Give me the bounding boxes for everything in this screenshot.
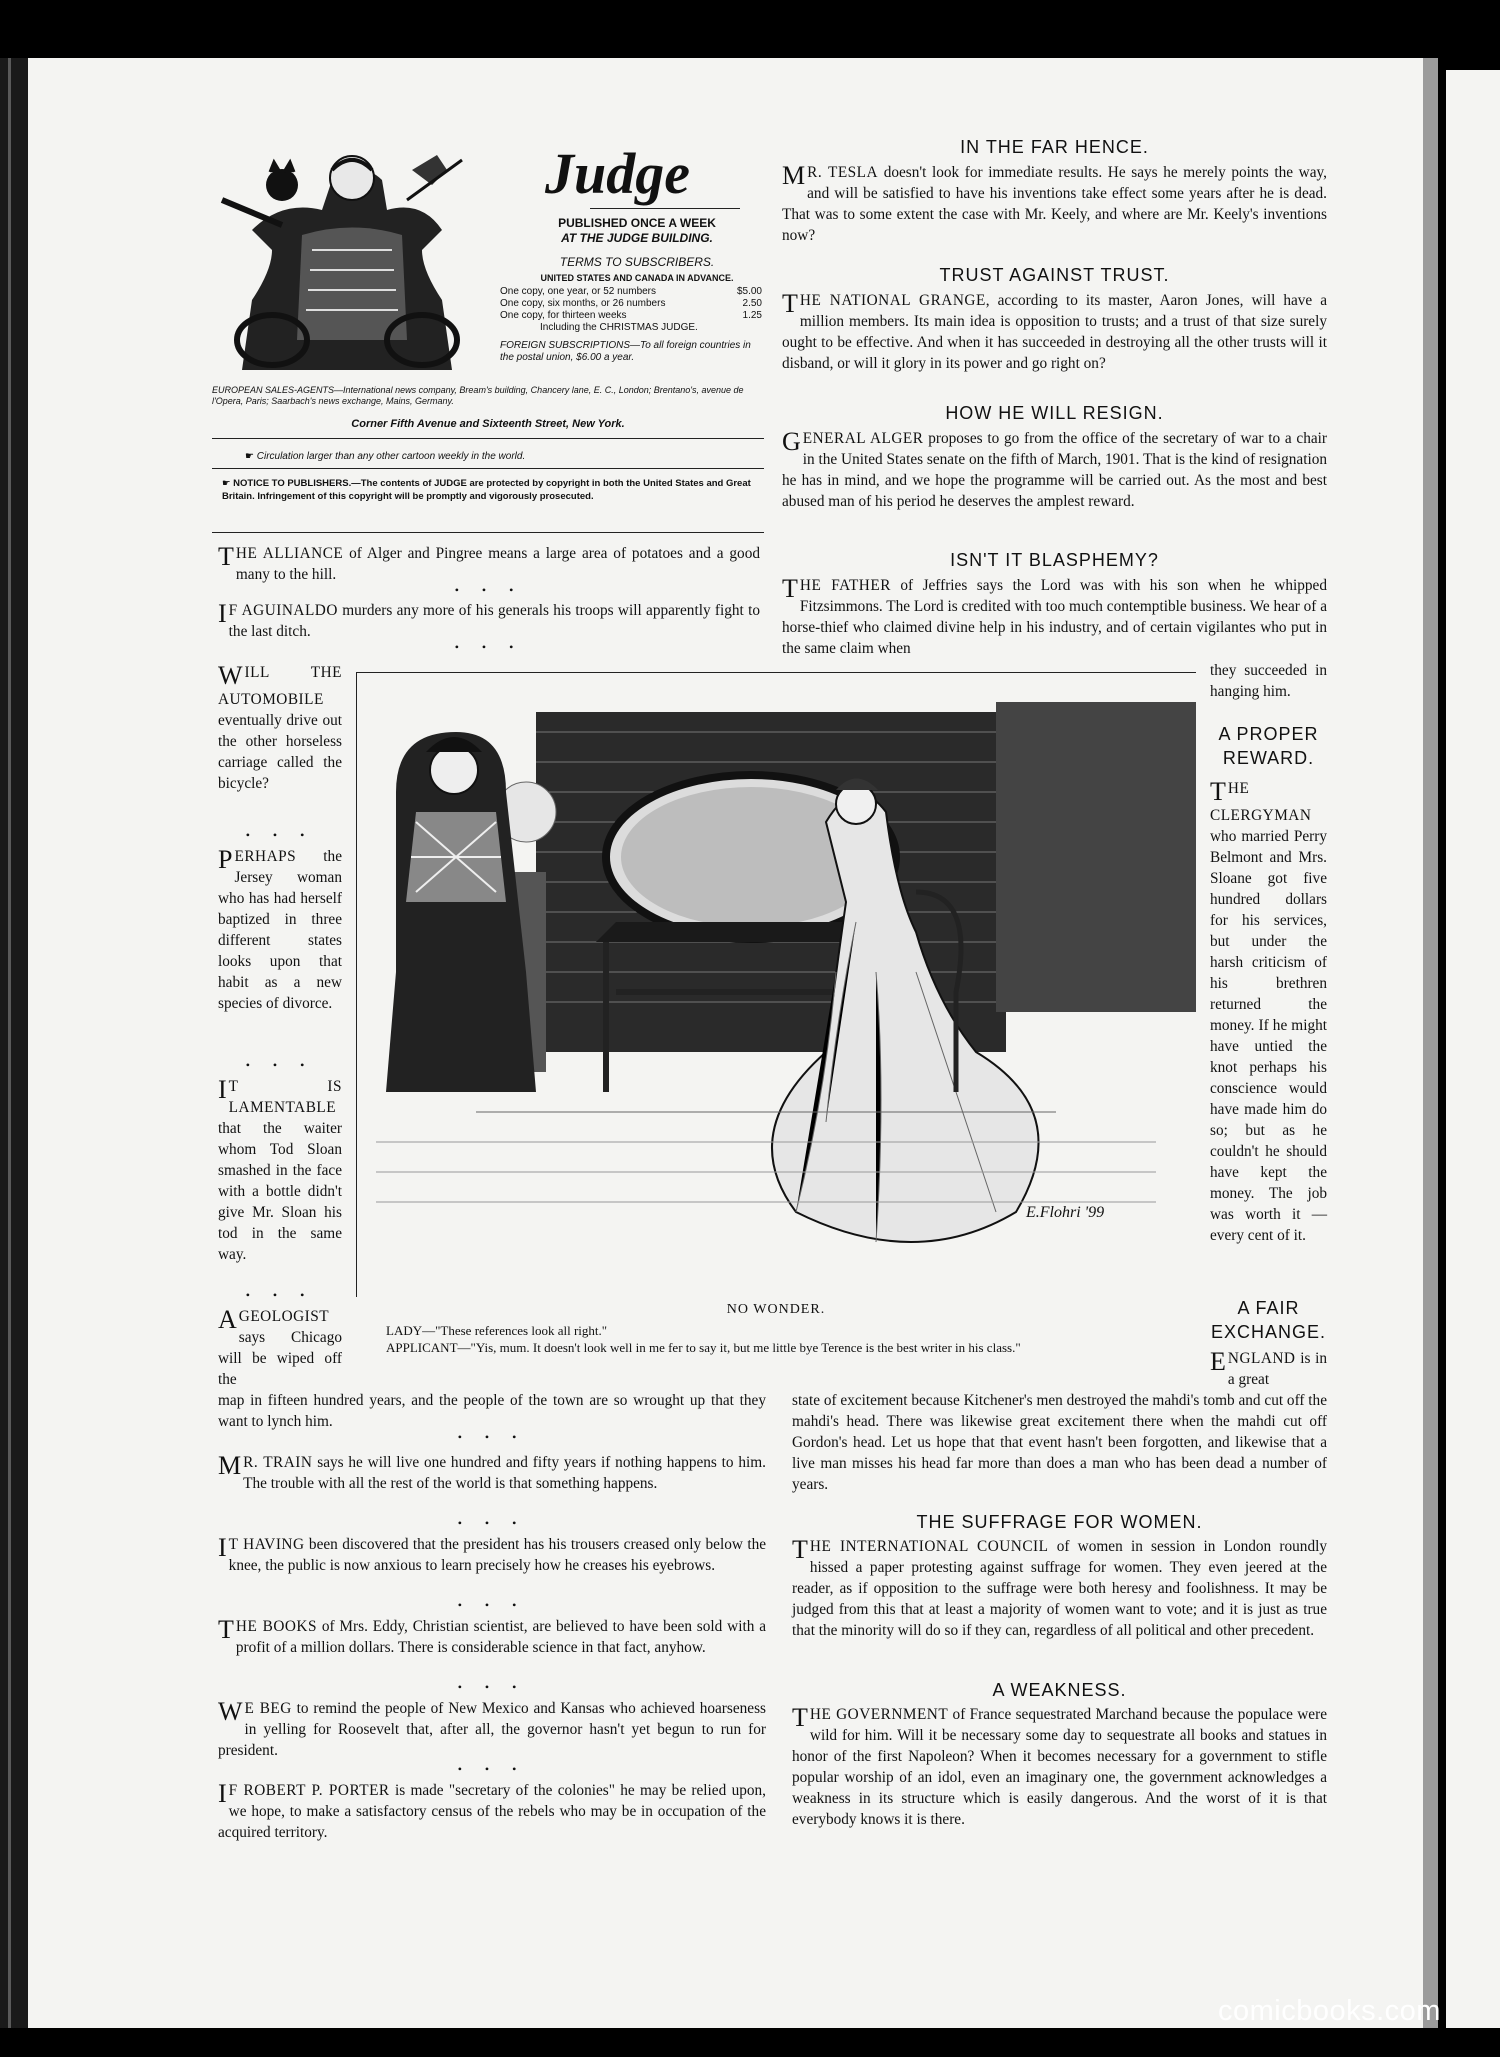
masthead-building: AT THE JUDGE BUILDING.: [561, 231, 713, 245]
separator-dots: • • •: [457, 1762, 527, 1776]
heading-resign: HOW HE WILL RESIGN.: [945, 403, 1164, 423]
cartoon-signature: E.Flohri '99: [1026, 1204, 1105, 1221]
left-item-roosevelt: W E BEG to remind the people of New Mexico and Kansas who achieved hoarseness in yelling for Roosevelt that, after all, the governor hasn't yet begun to run for president.: [218, 1697, 766, 1759]
article-far-hence: M R. TESLA doesn't look for immediate results. He says he merely points the way, and will be satisfied to have his inventions take effect some years after he is dead. That was to some extent the case with Mr. Keely, and where are Mr. Keely's inventions now?: [782, 161, 1327, 244]
separator-dots: • • •: [457, 1680, 527, 1694]
rate-row: One copy, for thirteen weeks 1.25: [500, 310, 762, 321]
left-item-aguinaldo: I F AGUINALDO murders any more of his generals his troops will apparently fight to the last ditch.: [218, 599, 760, 640]
separator-dots: • • •: [457, 1430, 527, 1444]
left-item-alliance: THE ALLIANCE of Alger and Pingree means a large area of potatoes and a good many to the hill.: [218, 542, 760, 583]
masthead-published: PUBLISHED ONCE A WEEK: [558, 216, 716, 230]
masthead-logo: Judge: [545, 141, 690, 206]
narrow-item-lamentable: I T IS LAMENTABLE that the waiter whom Tod Sloan smashed in the face with a bottle didn't give Mr. Sloan his tod in the same way.: [218, 1075, 342, 1263]
masthead-terms-sub: UNITED STATES AND CANADA IN ADVANCE.: [540, 273, 734, 283]
caption-line-lady: LADY—"These references look all right.": [386, 1323, 608, 1338]
rate-row: One copy, one year, or 52 numbers $5.00: [500, 286, 762, 297]
cartoon-caption: [386, 1322, 1196, 1356]
cartoon-title: NO WONDER.: [726, 1302, 826, 1317]
separator-dots: • • •: [457, 1598, 527, 1612]
separator-dots: • • •: [454, 640, 524, 654]
narrow-item-geologist: A GEOLOGIST says Chicago will be wiped off the: [218, 1305, 342, 1388]
heading-far-hence: IN THE FAR HENCE.: [960, 137, 1149, 157]
pointing-hand-icon: ☛: [245, 451, 257, 462]
separator-dots: • • •: [454, 583, 524, 597]
heading-weakness: A WEAKNESS.: [992, 1680, 1127, 1700]
rates-note: Including the CHRISTMAS JUDGE.: [540, 322, 698, 333]
left-item-president: I T HAVING been discovered that the president has his trousers creased only below the knee, the public is now anxious to learn precisely how he creases his eyebrows.: [218, 1533, 767, 1574]
masthead-circulation: ☛ Circulation larger than any other cartoon weekly in the world.: [245, 451, 526, 462]
judge-emblem-illustration: [212, 140, 480, 370]
narrow-item-automobile: WILL THE AUTOMOBILE eventually drive out the other horseless carriage called the bicycle?: [218, 661, 342, 792]
geologist-continued: map in fifteen hundred years, and the people of the town are so wrought up that they want to lynch him.: [218, 1392, 766, 1430]
masthead-notice: ☛ NOTICE TO PUBLISHERS.—The contents of JUDGE are protected by copyright in both the United States and Great Britain. Infringement of this copyright will be promptly and vigorously prosecuted.: [222, 478, 751, 502]
page-edge: [1423, 58, 1438, 2028]
rate-row: One copy, six months, or 26 numbers 2.50: [500, 298, 762, 309]
heading-fair-exchange: A FAIR EXCHANGE.: [1210, 1298, 1327, 1342]
masthead-foreign: FOREIGN SUBSCRIPTIONS—To all foreign countries in the postal union, $6.00 a year.: [500, 340, 751, 363]
article-blasphemy: THE FATHER of Jeffries says the Lord was with his son when he whipped Fitzsimmons. The Lord is credited with too much contemptible business. We hear of a horse-thief who claimed divine help in his industry, and of certain vigilantes who put in the same claim when: [782, 574, 1328, 657]
heading-suffrage: THE SUFFRAGE FOR WOMEN.: [916, 1512, 1203, 1532]
next-page-edge: [1446, 70, 1500, 2028]
narrow-item-perhaps: PERHAPS the Jersey woman who has had herself baptized in three different states looks upon that habit as a new species of divorce.: [218, 845, 342, 1012]
blasphemy-continued: they succeeded in hanging him.: [1210, 662, 1327, 700]
separator-dots: • • •: [245, 1058, 315, 1072]
heading-blasphemy: ISN'T IT BLASPHEMY?: [950, 550, 1159, 570]
left-item-eddy: THE BOOKS of Mrs. Eddy, Christian scientist, are believed to have been sold with a profit of a million dollars. There is considerable science in that fact, anyhow.: [218, 1615, 766, 1656]
article-trust: THE NATIONAL GRANGE, according to its master, Aaron Jones, will have a million members. Its main idea is opposition to trusts; and a trust of that size surely ought to be effective. And when it has succeeded in destroying all the other trusts will it disband, or will it glory in its power and go right on?: [782, 289, 1327, 372]
article-weakness: THE GOVERNMENT of France sequestrated Marchand because the populace were wild for him. Will it be necessary some day to sequestrate all books and statues in honor of the first Napoleon? When it becomes necessary for a government to stifle popular worship of an idol, even an imaginary one, the government acknowledges a weakness in its structure which is easily dangerous. And the worst of it is that everybody knows it is there.: [792, 1703, 1327, 1828]
caption-line-applicant: APPLICANT—"Yis, mum. It doesn't look well in me fer to say it, but me little bye Terence is the best writer in his class.": [386, 1340, 1021, 1355]
article-proper-reward: THE CLERGYMAN who married Perry Belmont and Mrs. Sloane got five hundred dollars for his services, but under the harsh criticism of his brethren returned the money. If he might have untied the knot perhaps his conscience would have made him do so; but as he couldn't he should have kept the money. The job was worth it — every cent of it.: [1210, 777, 1327, 1244]
pointing-hand-icon: ☛: [222, 478, 234, 489]
article-fair-exchange: ENGLAND is in a great: [1210, 1347, 1327, 1388]
masthead-agents: EUROPEAN SALES-AGENTS—International news company, Bream's building, Chancery lane, E. C., London; Brentano's, avenue de l'Opera, Paris; Saarbach's news exchange, Mains, Germany.: [212, 385, 744, 406]
no-wonder-cartoon: [356, 672, 1196, 1297]
fair-exchange-continued: state of excitement because Kitchener's men destroyed the mahdi's tomb and cut off the mahdi's head. There was likewise great excitement there when the mahdi cut off Gordon's head. Let us hope that that event hasn't been forgotten, and likewise that a live man misses his head far more than does a man who has been dead a number of years.: [792, 1392, 1327, 1493]
left-item-porter: I F ROBERT P. PORTER is made "secretary of the colonies" he may be relied upon, we hope, to make a satisfactory census of the rebels who may be in occupation of the acquired territory.: [218, 1779, 766, 1841]
left-item-train: M R. TRAIN says he will live one hundred and fifty years if nothing happens to him. The trouble with all the rest of the world is that something happens.: [218, 1451, 767, 1492]
separator-dots: • • •: [245, 1288, 315, 1302]
masthead-address: Corner Fifth Avenue and Sixteenth Street, New York.: [351, 418, 625, 430]
article-suffrage: THE INTERNATIONAL COUNCIL of women in session in London roundly hissed a paper protesting against suffrage for women. They even jeered at the reader, as if opposition to the suffrage were both heresy and foolishness. It may be judged from this that at least a majority of women want to vote; and it is just as true that the minority will do so if they can, regardless of all political and other precedent.: [792, 1535, 1327, 1639]
masthead-rates: [500, 286, 762, 334]
heading-proper-reward: A PROPER REWARD.: [1218, 724, 1319, 768]
separator-dots: • • •: [457, 1516, 527, 1530]
heading-trust: TRUST AGAINST TRUST.: [939, 265, 1170, 285]
masthead-terms-title: TERMS TO SUBSCRIBERS.: [559, 255, 715, 269]
article-resign: GENERAL ALGER proposes to go from the office of the secretary of war to a chair in the United States senate on the fifth of March, 1901. That is the kind of resignation he has in mind, and we hope the programme will be carried out. As the most and best abused man of his period he deserves the amplest reward.: [782, 427, 1327, 510]
binding-spine: [0, 58, 28, 2028]
separator-dots: • • •: [245, 828, 315, 842]
watermark: comicbooks.com: [1218, 1995, 1441, 2027]
